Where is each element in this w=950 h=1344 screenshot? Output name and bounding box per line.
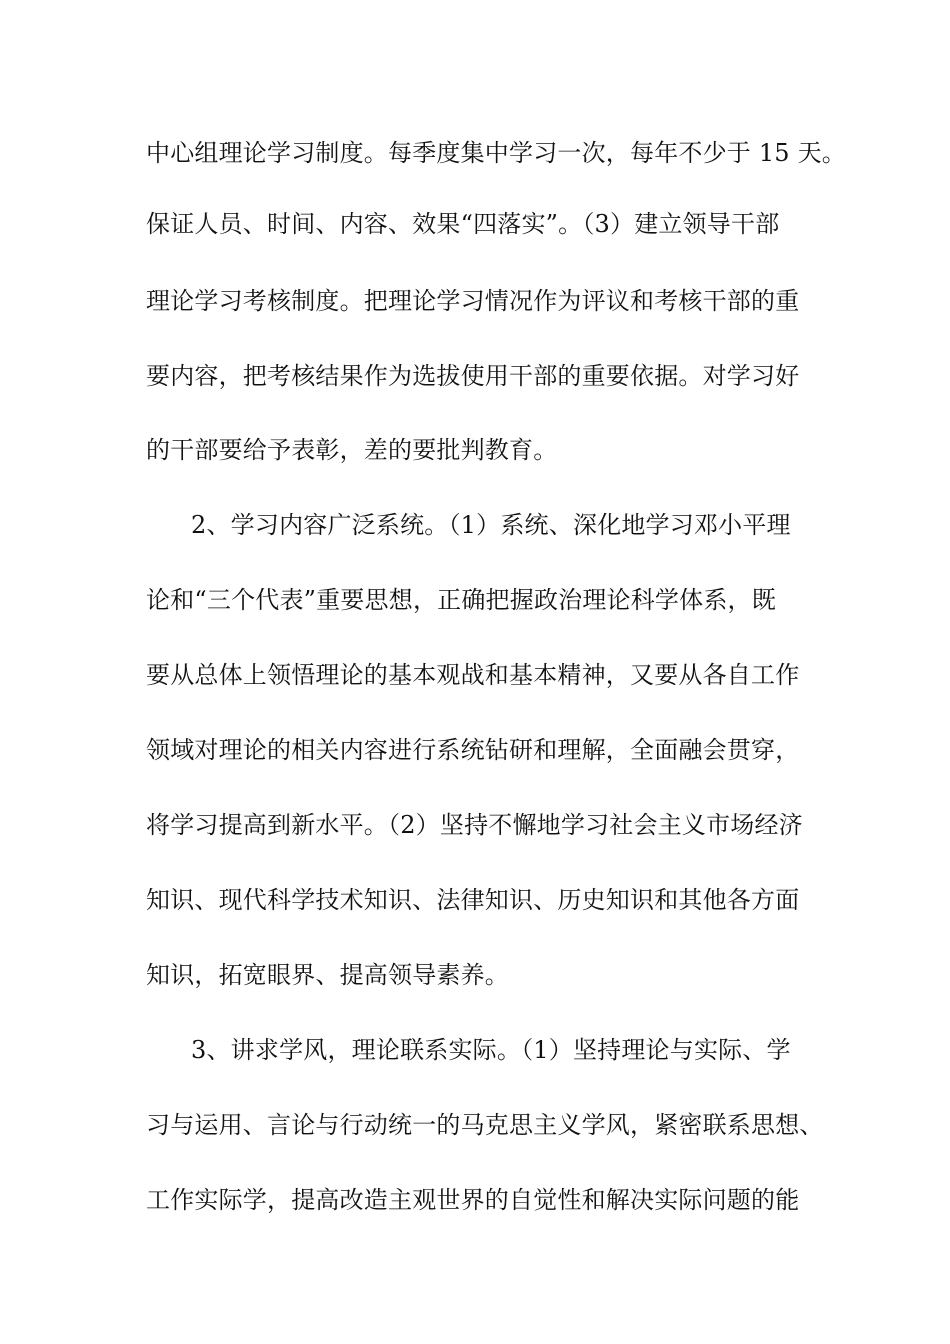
text-line: 理论学习考核制度。把理论学习情况作为评议和考核干部的重 <box>146 287 800 315</box>
text-line: 2、学习内容广泛系统。（1）系统、深化地学习邓小平理 <box>191 511 791 539</box>
text-line: 知识，拓宽眼界、提高领导素养。 <box>146 961 509 989</box>
text-line: 要从总体上领悟理论的基本观战和基本精神，又要从各自工作 <box>146 661 800 689</box>
text-line: 3、讲求学风，理论联系实际。（1）坚持理论与实际、学 <box>191 1036 791 1064</box>
text-line: 将学习提高到新水平。（2）坚持不懈地学习社会主义市场经济 <box>146 811 803 839</box>
text-line: 领域对理论的相关内容进行系统钻研和理解，全面融会贯穿， <box>146 736 800 764</box>
text-line: 工作实际学，提高改造主观世界的自觉性和解决实际问题的能 <box>146 1186 800 1214</box>
text-line: 中心组理论学习制度。每季度集中学习一次，每年不少于 15 天。 <box>146 139 846 167</box>
text-line: 保证人员、时间、内容、效果“四落实”。（3）建立领导干部 <box>146 210 780 238</box>
text-line: 习与运用、言论与行动统一的马克思主义学风，紧密联系思想、 <box>146 1111 824 1139</box>
text-line: 要内容，把考核结果作为选拔使用干部的重要依据。对学习好 <box>146 362 800 390</box>
text-line: 的干部要给予表彰，差的要批判教育。 <box>146 436 558 464</box>
text-line: 知识、现代科学技术知识、法律知识、历史知识和其他各方面 <box>146 886 800 914</box>
text-line: 论和“三个代表”重要思想，正确把握政治理论科学体系，既 <box>146 586 776 614</box>
